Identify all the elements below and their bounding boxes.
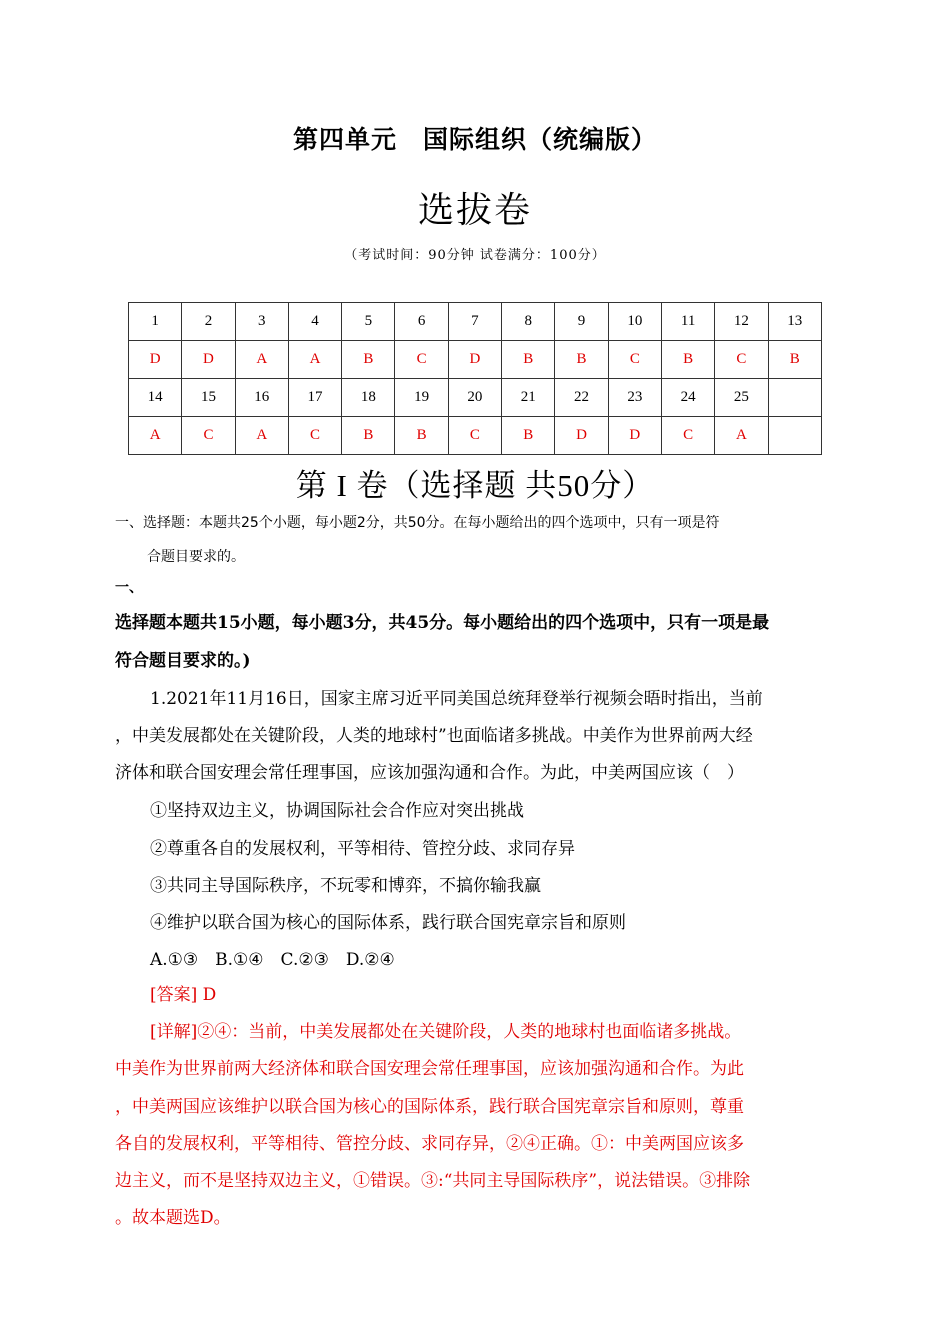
instruction-text: 选择题本题共15小题，每小题3分，共45分。每小题给出的四个选项中，只有一项是最 [115,613,770,633]
answer-choices: A.①③ B.①④ C.②③ D.②④ [150,950,395,970]
table-row [129,303,822,341]
instruction-text: 符合题目要求的。) [115,651,251,671]
question-number-cell: 23 [608,379,661,417]
question-number-cell: 9 [555,303,608,341]
answer-cell: A [129,417,182,455]
table-row [129,417,822,455]
explanation-text: 中美作为世界前两大经济体和联合国安理会常任理事国，应该加强沟通和合作。为此 [115,1059,744,1079]
question-number-cell: 13 [768,303,821,341]
answer-cell: B [555,341,608,379]
answer-cell: A [288,341,341,379]
question-stem: 济体和联合国安理会常任理事国，应该加强沟通和合作。为此，中美两国应该（ ） [115,763,744,783]
question-number-cell: 18 [342,379,395,417]
answer-cell [768,417,821,455]
question-number-cell [768,379,821,417]
answer-cell: B [768,341,821,379]
document-title: 选拔卷 [417,190,532,231]
question-number-cell: 25 [715,379,768,417]
answer-cell: A [235,417,288,455]
answer-cell: C [661,417,714,455]
question-stem: ，中美发展都处在关键阶段，人类的地球村”也面临诸多挑战。中美作为世界前两大经 [115,726,753,746]
question-number-cell: 5 [342,303,395,341]
answer-cell: C [715,341,768,379]
unit-title: 第四单元 国际组织（统编版） [292,125,657,154]
question-number-cell: 22 [555,379,608,417]
answer-cell: D [448,341,501,379]
answer-cell: B [395,417,448,455]
answer-cell: C [448,417,501,455]
answer-cell: B [502,341,555,379]
question-stem: 1.2021年11月16日，国家主席习近平同美国总统拜登举行视频会晤时指出，当前 [150,689,763,709]
option-item: ④维护以联合国为核心的国际体系，践行联合国宪章宗旨和原则 [150,913,626,933]
question-number-cell: 4 [288,303,341,341]
explanation-text: 。故本题选D。 [115,1208,231,1228]
explanation-text: 边主义，而不是坚持双边主义，①错误。③:“共同主导国际秩序”，说法错误。③排除 [115,1171,751,1191]
answer-cell: D [555,417,608,455]
question-number-cell: 20 [448,379,501,417]
answer-cell: C [182,417,235,455]
answer-table [128,302,822,455]
answer-cell: B [502,417,555,455]
answer-text: [答案] D [150,985,217,1005]
question-number-cell: 10 [608,303,661,341]
explanation-text: [详解]②④：当前，中美发展都处在关键阶段，人类的地球村也面临诸多挑战。 [150,1022,742,1042]
question-number-cell: 1 [129,303,182,341]
question-number-cell: 6 [395,303,448,341]
table-row [129,341,822,379]
question-number-cell: 3 [235,303,288,341]
answer-cell: B [342,417,395,455]
answer-cell: A [715,417,768,455]
question-number-cell: 11 [661,303,714,341]
question-number-cell: 24 [661,379,714,417]
instruction-text: 合题目要求的。 [147,549,245,565]
answer-cell: B [661,341,714,379]
explanation-text: 各自的发展权利，平等相待、管控分歧、求同存异，②④正确。①：中美两国应该多 [115,1134,744,1154]
question-number-cell: 14 [129,379,182,417]
question-number-cell: 7 [448,303,501,341]
question-number-cell: 12 [715,303,768,341]
answer-cell: C [288,417,341,455]
question-number-cell: 2 [182,303,235,341]
answer-cell: C [395,341,448,379]
answer-cell: A [235,341,288,379]
answer-cell: D [182,341,235,379]
answer-cell: B [342,341,395,379]
answer-cell: C [608,341,661,379]
answer-cell: D [608,417,661,455]
answer-cell: D [129,341,182,379]
instruction-text: 一、选择题：本题共25个小题，每小题2分，共50分。在每小题给出的四个选项中，只有一项是符 [115,515,720,531]
instruction-heading: 一、 [115,580,143,596]
option-item: ③共同主导国际秩序，不玩零和博弈，不搞你输我赢 [150,876,541,896]
option-item: ①坚持双边主义，协调国际社会合作应对突出挑战 [150,801,524,821]
table-row [129,379,822,417]
question-number-cell: 19 [395,379,448,417]
question-number-cell: 16 [235,379,288,417]
question-number-cell: 15 [182,379,235,417]
question-number-cell: 17 [288,379,341,417]
exam-info: （考试时间：90分钟 试卷满分：100分） [344,248,606,263]
question-number-cell: 21 [502,379,555,417]
option-item: ②尊重各自的发展权利，平等相待、管控分歧、求同存异 [150,839,575,859]
question-number-cell: 8 [502,303,555,341]
part-title: 第 I 卷（选择题 共50分） [295,468,655,503]
explanation-text: ，中美两国应该维护以联合国为核心的国际体系，践行联合国宪章宗旨和原则，尊重 [115,1097,744,1117]
